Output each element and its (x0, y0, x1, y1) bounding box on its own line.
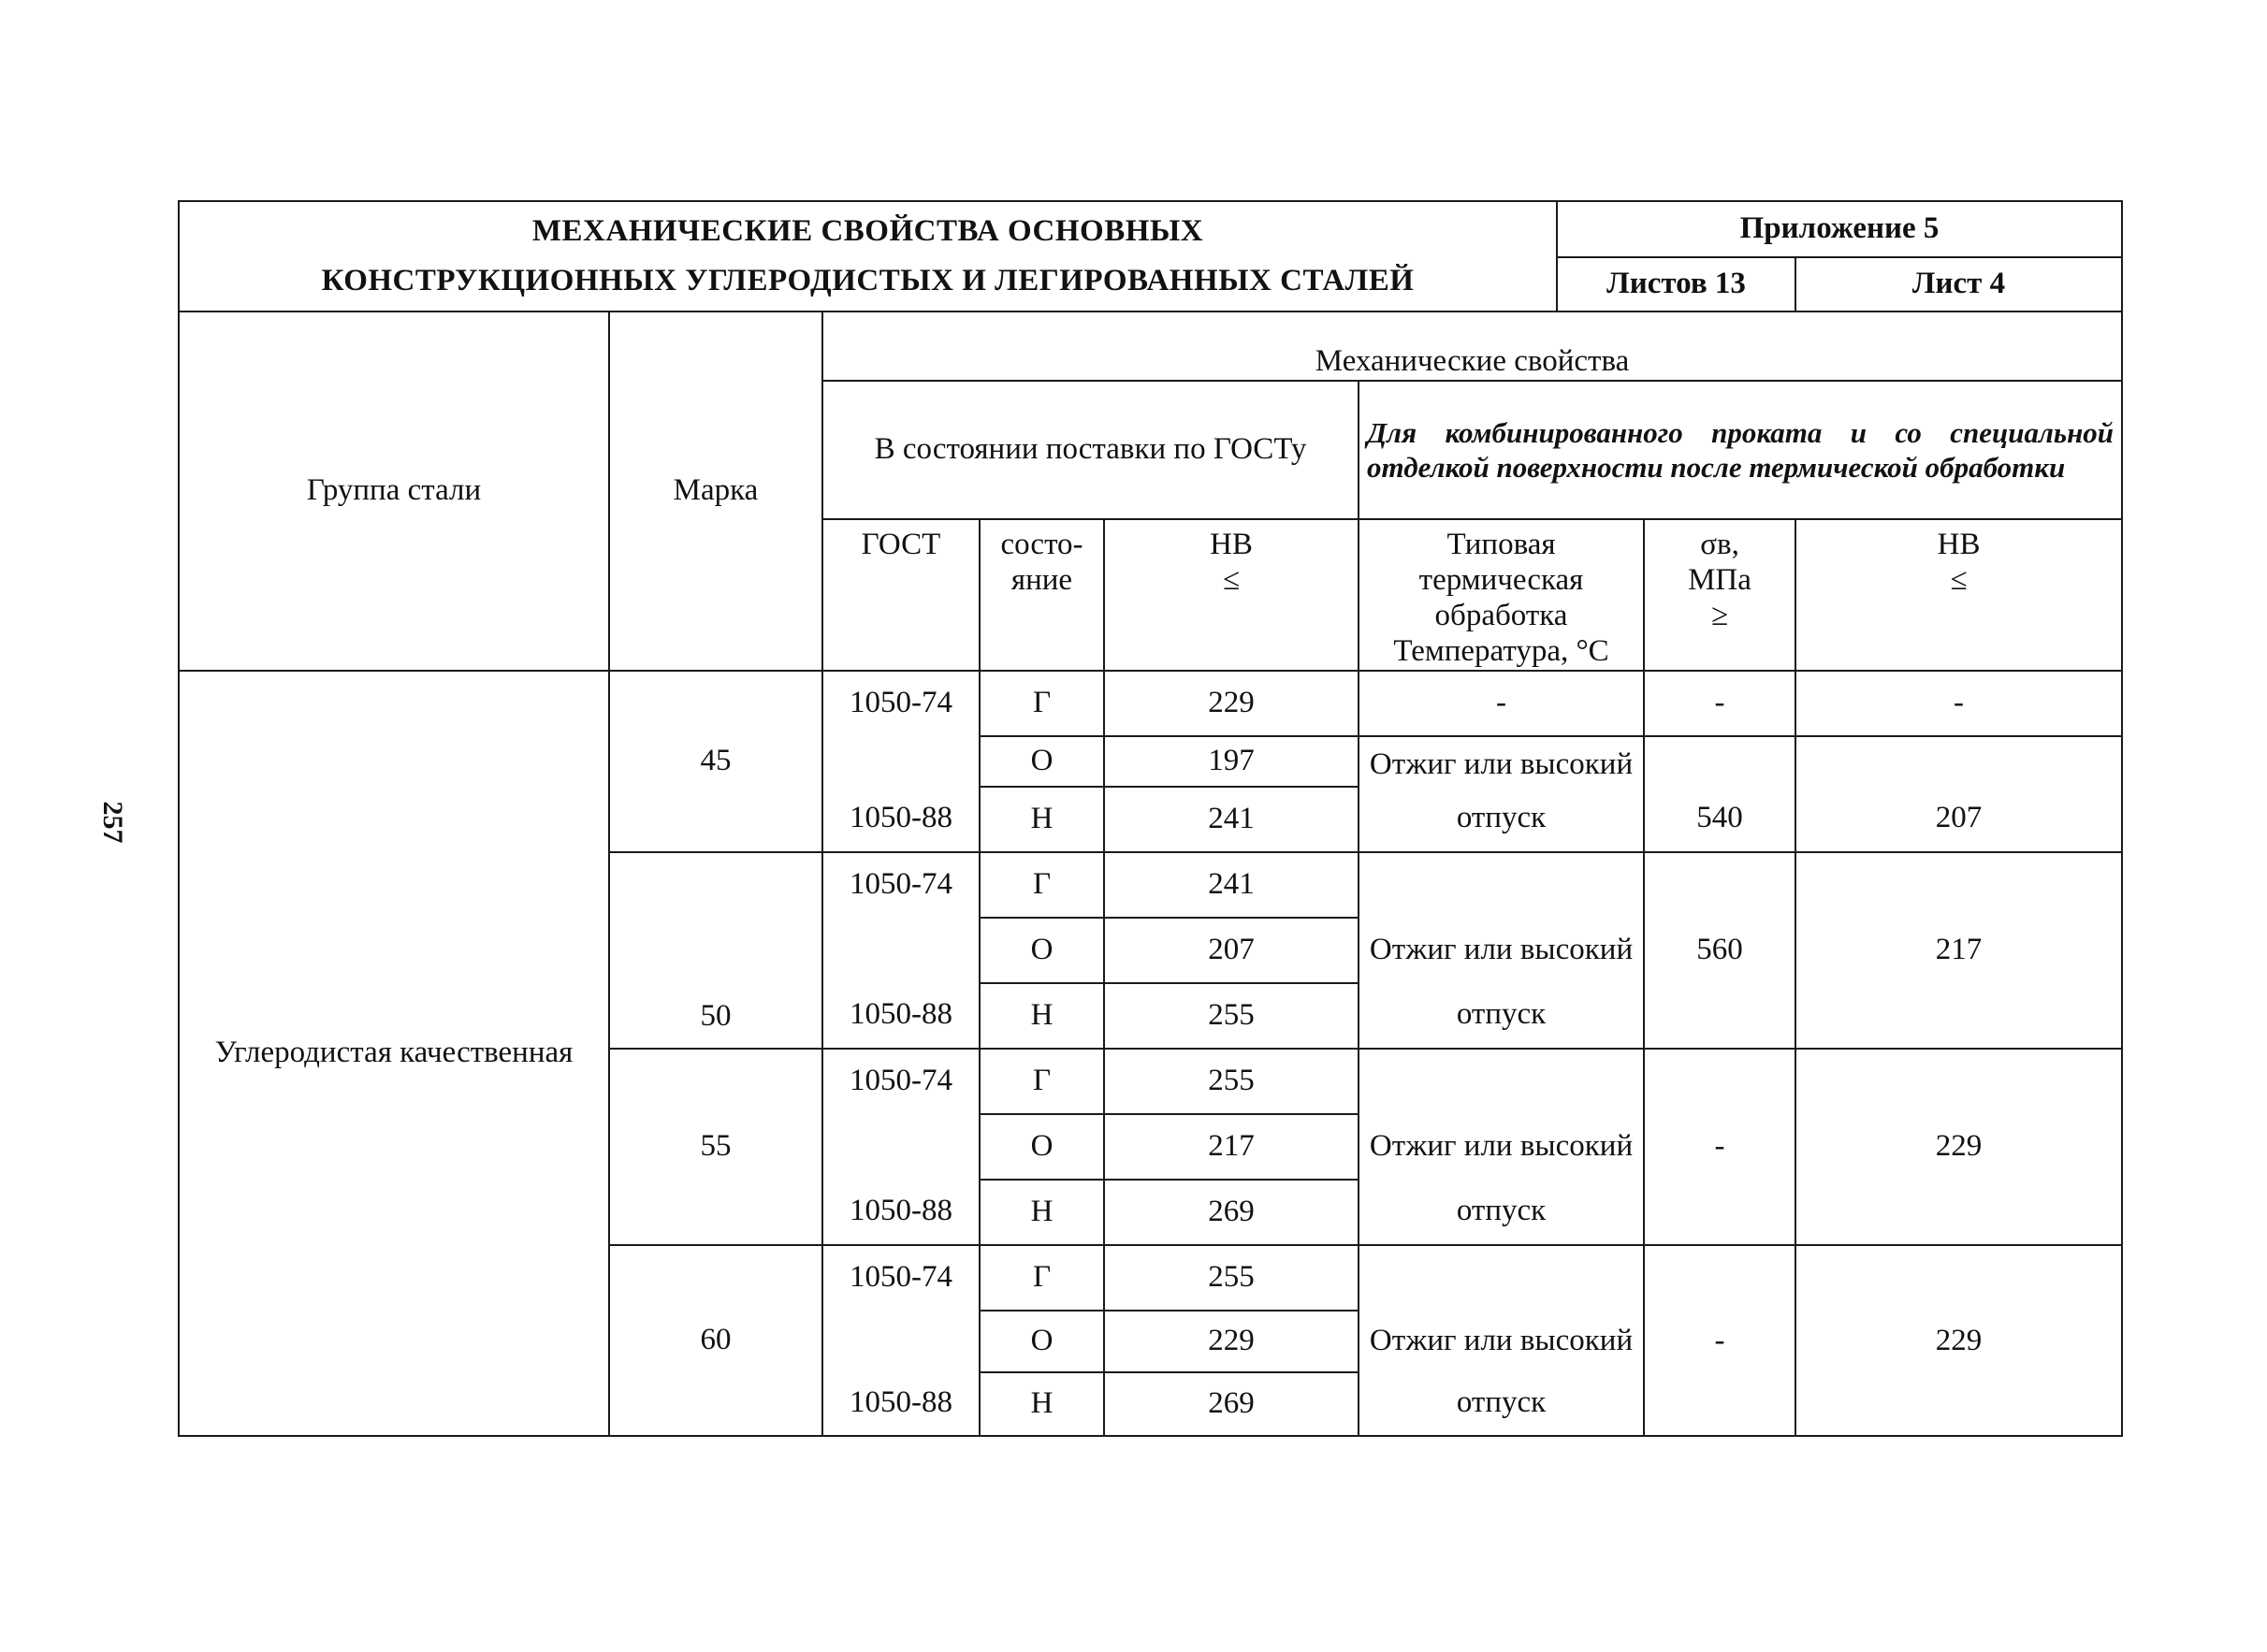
state-cell: О (980, 918, 1104, 983)
sigma-cell: - (1644, 671, 1795, 736)
header-sigma-unit: МПа (1688, 562, 1751, 597)
treatment-cell (1359, 1049, 1644, 1114)
grade-cell: 50 (609, 852, 822, 1049)
header-state-line1: состо- (1000, 528, 1083, 561)
gost-cell: 1050-88 (822, 787, 980, 852)
title-row-1 (179, 201, 2122, 257)
hb2-cell (1795, 1372, 2122, 1436)
hb-cell: 269 (1104, 1180, 1359, 1245)
gost-cell: 1050-88 (822, 1180, 980, 1245)
sigma-cell (1644, 1180, 1795, 1245)
steel-properties-table (178, 200, 2123, 1437)
header-row-1 (179, 312, 2122, 381)
hb2-cell: 217 (1795, 918, 2122, 983)
state-cell: Н (980, 787, 1104, 852)
treatment-cell (1359, 1245, 1644, 1311)
hb-cell: 241 (1104, 852, 1359, 918)
header-treatment (1359, 519, 1644, 671)
gost-cell: 1050-74 (822, 671, 980, 736)
steel-group-cell: Углеродистая качественная (179, 671, 609, 1436)
state-cell: Г (980, 852, 1104, 918)
grade-cell: 60 (609, 1245, 822, 1436)
treatment-cell: отпуск (1359, 983, 1644, 1049)
state-cell: Г (980, 1049, 1104, 1114)
header-hb-sign: ≤ (1222, 562, 1241, 597)
hb2-cell: 207 (1795, 787, 2122, 852)
grade-cell: 45 (609, 671, 822, 852)
treatment-cell (1359, 852, 1644, 918)
treatment-cell: отпуск (1359, 1180, 1644, 1245)
sigma-cell: - (1644, 1114, 1795, 1180)
gost-cell (822, 736, 980, 787)
sigma-cell (1644, 1049, 1795, 1114)
header-treatment-line2: обработка (1434, 598, 1568, 632)
treatment-cell: Отжиг или высокий (1359, 1114, 1644, 1180)
state-cell: О (980, 736, 1104, 787)
state-cell: О (980, 1311, 1104, 1372)
sigma-cell: - (1644, 1311, 1795, 1372)
appendix-label: Приложение 5 (1557, 201, 2122, 257)
hb-cell: 197 (1104, 736, 1359, 787)
title-line-1: МЕХАНИЧЕСКИЕ СВОЙСТВА ОСНОВНЫХ (531, 214, 1204, 249)
hb-cell: 255 (1104, 1245, 1359, 1311)
header-sigma-label: σв, (1700, 528, 1739, 561)
header-hb-label: НВ (1210, 528, 1253, 561)
hb2-cell: 229 (1795, 1114, 2122, 1180)
header-delivery-state: В состоянии поставки по ГОСТу (822, 381, 1359, 519)
header-state-line2: яние (1010, 562, 1073, 597)
header-combined: Для комбинированного проката и со специальной отделкой поверхности после термической обработки (1359, 381, 2122, 519)
state-cell: О (980, 1114, 1104, 1180)
state-cell: Н (980, 1180, 1104, 1245)
header-sigma (1644, 519, 1795, 671)
sigma-cell (1644, 736, 1795, 787)
document-title (179, 201, 1557, 312)
hb-cell: 217 (1104, 1114, 1359, 1180)
gost-cell (822, 1114, 980, 1180)
hb-cell: 229 (1104, 671, 1359, 736)
sigma-cell: 540 (1644, 787, 1795, 852)
grade-cell: 55 (609, 1049, 822, 1245)
hb-cell: 255 (1104, 1049, 1359, 1114)
sigma-cell (1644, 1245, 1795, 1311)
header-hb2 (1795, 519, 2122, 671)
sheets-total: Листов 13 (1557, 257, 1795, 312)
sigma-cell (1644, 983, 1795, 1049)
gost-cell (822, 1311, 980, 1372)
header-gost: ГОСТ (822, 519, 980, 671)
header-hb2-sign: ≤ (1950, 562, 1968, 597)
hb-cell: 255 (1104, 983, 1359, 1049)
state-cell: Г (980, 671, 1104, 736)
hb-cell: 269 (1104, 1372, 1359, 1436)
hb2-cell (1795, 1049, 2122, 1114)
title-line-2: КОНСТРУКЦИОННЫХ УГЛЕРОДИСТЫХ И ЛЕГИРОВАННЫХ СТАЛЕЙ (321, 264, 1415, 297)
treatment-cell: - (1359, 671, 1644, 736)
sheet-number: Лист 4 (1795, 257, 2122, 312)
state-cell: Г (980, 1245, 1104, 1311)
gost-cell: 1050-74 (822, 1245, 980, 1311)
sigma-cell (1644, 1372, 1795, 1436)
header-group: Группа стали (179, 312, 609, 671)
header-sigma-sign: ≥ (1710, 598, 1729, 632)
hb-cell: 241 (1104, 787, 1359, 852)
header-treatment-line3: Температура, °С (1393, 633, 1609, 668)
hb2-cell: 229 (1795, 1311, 2122, 1372)
header-hb (1104, 519, 1359, 671)
gost-cell (822, 918, 980, 983)
header-state (980, 519, 1104, 671)
gost-cell: 1050-74 (822, 852, 980, 918)
treatment-cell: Отжиг или высокий (1359, 1311, 1644, 1372)
treatment-cell: отпуск (1359, 1372, 1644, 1436)
hb2-cell (1795, 852, 2122, 918)
header-hb2-label: НВ (1937, 528, 1981, 561)
gost-cell: 1050-88 (822, 983, 980, 1049)
sigma-cell (1644, 852, 1795, 918)
hb2-cell (1795, 1245, 2122, 1311)
gost-cell: 1050-88 (822, 1372, 980, 1436)
header-mech-props: Механические свойства (822, 312, 2122, 381)
gost-cell: 1050-74 (822, 1049, 980, 1114)
state-cell: Н (980, 1372, 1104, 1436)
hb2-cell (1795, 736, 2122, 787)
header-grade: Марка (609, 312, 822, 671)
hb2-cell (1795, 983, 2122, 1049)
hb2-cell: - (1795, 671, 2122, 736)
table-row (179, 671, 2122, 736)
hb-cell: 207 (1104, 918, 1359, 983)
state-cell: Н (980, 983, 1104, 1049)
hb-cell: 229 (1104, 1311, 1359, 1372)
treatment-cell: Отжиг или высокий (1359, 918, 1644, 983)
page-number: 257 (97, 801, 128, 844)
treatment-cell: отпуск (1359, 787, 1644, 852)
header-treatment-line1: Типовая термическая (1418, 528, 1584, 597)
treatment-cell: Отжиг или высокий (1359, 736, 1644, 787)
sigma-cell: 560 (1644, 918, 1795, 983)
hb2-cell (1795, 1180, 2122, 1245)
